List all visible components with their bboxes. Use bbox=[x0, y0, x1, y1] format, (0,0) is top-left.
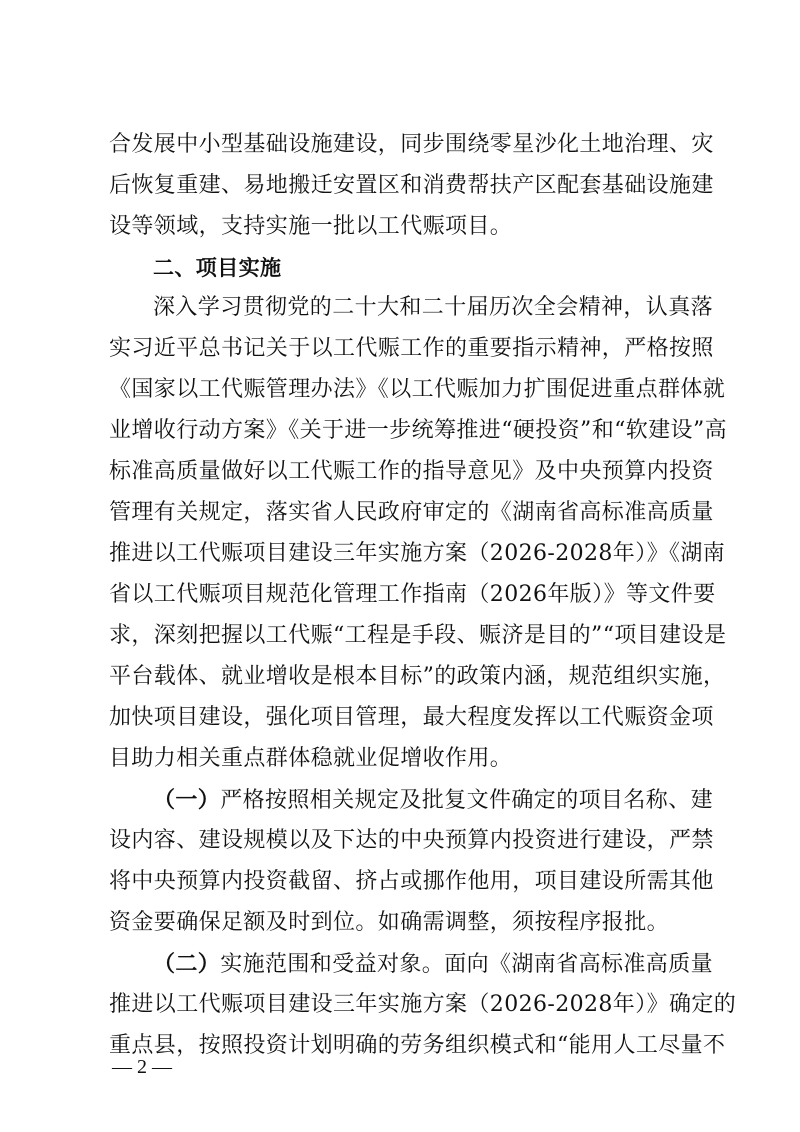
page-number: — 2 — bbox=[112, 1056, 172, 1078]
subsection-number: （二） bbox=[153, 951, 221, 977]
body-line: 推进以工代赈项目建设三年实施方案（2026-2028年）》《湖南 bbox=[109, 541, 726, 566]
body-line: 求，深刻把握以工代赈“工程是手段、赈济是目的”“项目建设是 bbox=[109, 623, 727, 648]
body-line: 资金要确保足额及时到位。如确需调整，须按程序报批。 bbox=[109, 910, 670, 935]
subsection-line bbox=[153, 780, 714, 820]
section-heading: 二、项目实施 bbox=[153, 256, 282, 280]
body-text: 实施范围和受益对象。面向《湖南省高标准高质量 bbox=[220, 952, 714, 977]
body-line: 业增收行动方案》《关于进一步统筹推进“硬投资”和“软建设”高 bbox=[109, 418, 727, 443]
body-line: 推进以工代赈项目建设三年实施方案（2026-2028年）》确定的 bbox=[109, 992, 737, 1017]
body-line: 设等领域，支持实施一批以工代赈项目。 bbox=[109, 214, 513, 239]
body-line: 合发展中小型基础设施建设，同步围绕零星沙化土地治理、灾 bbox=[109, 132, 714, 157]
body-line: 《国家以工代赈管理办法》《以工代赈加力扩围促进重点群体就 bbox=[109, 377, 726, 402]
body-line: 省以工代赈项目规范化管理工作指南（2026年版）》等文件要 bbox=[109, 582, 716, 607]
body-line: 管理有关规定，落实省人民政府审定的《湖南省高标准高质量 bbox=[109, 500, 714, 525]
subsection-number: （一） bbox=[153, 787, 221, 813]
body-line: 目助力相关重点群体稳就业促增收作用。 bbox=[109, 746, 513, 771]
body-line: 重点县，按照投资计划明确的劳务组织模式和“能用人工尽量不 bbox=[109, 1033, 726, 1058]
subsection-line bbox=[153, 944, 714, 984]
body-line: 平台载体、就业增收是根本目标”的政策内涵，规范组织实施， bbox=[109, 664, 726, 689]
body-line: 深入学习贯彻党的二十大和二十届历次全会精神，认真落 bbox=[153, 295, 714, 320]
body-line: 标准高质量做好以工代赈工作的指导意见》及中央预算内投资 bbox=[109, 459, 714, 484]
body-line: 将中央预算内投资截留、挤占或挪作他用，项目建设所需其他 bbox=[109, 869, 714, 894]
body-line: 后恢复重建、易地搬迁安置区和消费帮扶产区配套基础设施建 bbox=[109, 173, 714, 198]
body-line: 设内容、建设规模以及下达的中央预算内投资进行建设，严禁 bbox=[109, 828, 714, 853]
body-line: 实习近平总书记关于以工代赈工作的重要指示精神，严格按照 bbox=[109, 336, 714, 361]
body-text: 严格按照相关规定及批复文件确定的项目名称、建 bbox=[220, 788, 714, 813]
body-line: 加快项目建设，强化项目管理，最大程度发挥以工代赈资金项 bbox=[109, 705, 714, 730]
